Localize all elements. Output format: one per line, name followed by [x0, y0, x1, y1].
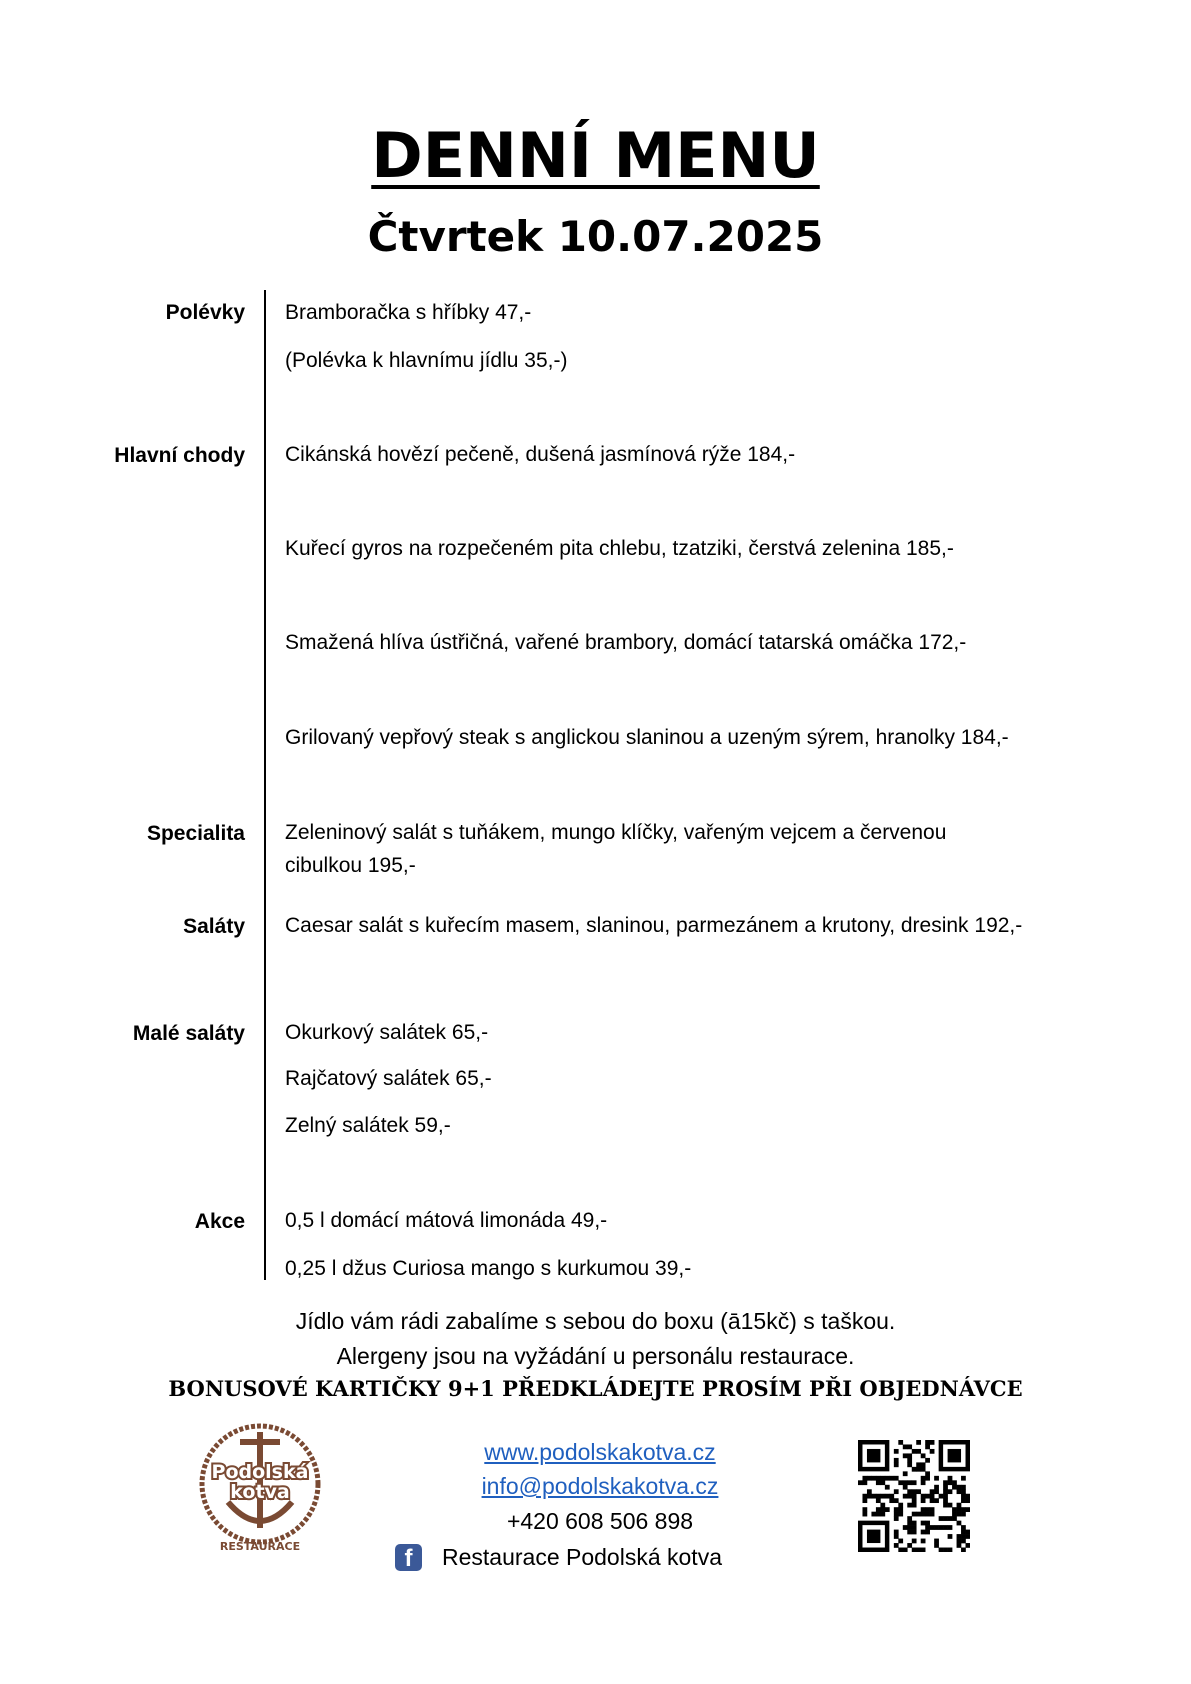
menu-item: Bramboračka s hříbky 47,- [285, 301, 532, 324]
restaurant-logo [190, 1418, 330, 1558]
column-divider [264, 290, 266, 1280]
menu-item: (Polévka k hlavnímu jídlu 35,-) [285, 349, 568, 372]
takeaway-note: Jídlo vám rádi zabalíme s sebou do boxu (ā15kč) s taškou. [295, 1308, 896, 1334]
phone-number: +420 608 506 898 [506, 1508, 694, 1534]
menu-item: Smažená hlíva ústřičná, vařené brambory, domácí tatarská omáčka 172,- [285, 631, 967, 654]
facebook-page-name: Restaurace Podolská kotva [442, 1543, 722, 1570]
menu-item: Zeleninový salát s tuňákem, mungo klíčky, vařeným vejcem a červenou cibulkou 195,- [285, 821, 947, 877]
category-specialita: Specialita [146, 822, 245, 845]
email-link[interactable]: info@podolskakotva.cz [481, 1473, 719, 1499]
logo-subtitle: RESTAURACE [219, 1540, 301, 1553]
facebook-row[interactable] [395, 1540, 722, 1574]
menu-item: Okurkový salátek 65,- [285, 1021, 489, 1044]
title-text: DENNÍ MENU [371, 119, 820, 192]
category-akce: Akce [194, 1210, 245, 1233]
bonus-card-note: BONUSOVÉ KARTIČKY 9+1 PŘEDKLÁDEJTE PROSÍM PŘI OBJEDNÁVCE [168, 1376, 1023, 1401]
menu-item: Caesar salát s kuřecím masem, slaninou, parmezánem a krutony, dresink 192,- [285, 914, 1023, 937]
menu-item: Grilovaný vepřový steak s anglickou slaninou a uzeným sýrem, hranolky 184,- [285, 726, 1009, 749]
category-male-salaty: Malé saláty [132, 1022, 245, 1045]
facebook-icon: f [395, 1544, 422, 1571]
menu-item: 0,25 l džus Curiosa mango s kurkumou 39,- [285, 1257, 692, 1280]
menu-item: Kuřecí gyros na rozpečeném pita chlebu, tzatziki, čerstvá zelenina 185,- [285, 537, 954, 560]
logo-name-line2: kotva [230, 1481, 290, 1503]
category-hlavni-chody: Hlavní chody [114, 444, 245, 467]
menu-item: Zelný salátek 59,- [285, 1114, 451, 1137]
qr-code-icon[interactable] [858, 1440, 970, 1552]
logo-name-line1: Podolská [211, 1461, 309, 1483]
category-polevky: Polévky [165, 301, 245, 324]
page-title [0, 120, 1191, 192]
website-link[interactable]: www.podolskakotva.cz [484, 1439, 716, 1465]
allergen-note: Alergeny jsou na vyžádání u personálu restaurace. [336, 1343, 855, 1369]
menu-item: Rajčatový salátek 65,- [285, 1067, 492, 1090]
menu-item: Cikánská hovězí pečeně, dušená jasmínová rýže 184,- [285, 443, 796, 466]
menu-date: Čtvrtek 10.07.2025 [367, 212, 824, 261]
category-salaty: Saláty [183, 915, 245, 938]
menu-item: 0,5 l domácí mátová limonáda 49,- [285, 1209, 608, 1232]
